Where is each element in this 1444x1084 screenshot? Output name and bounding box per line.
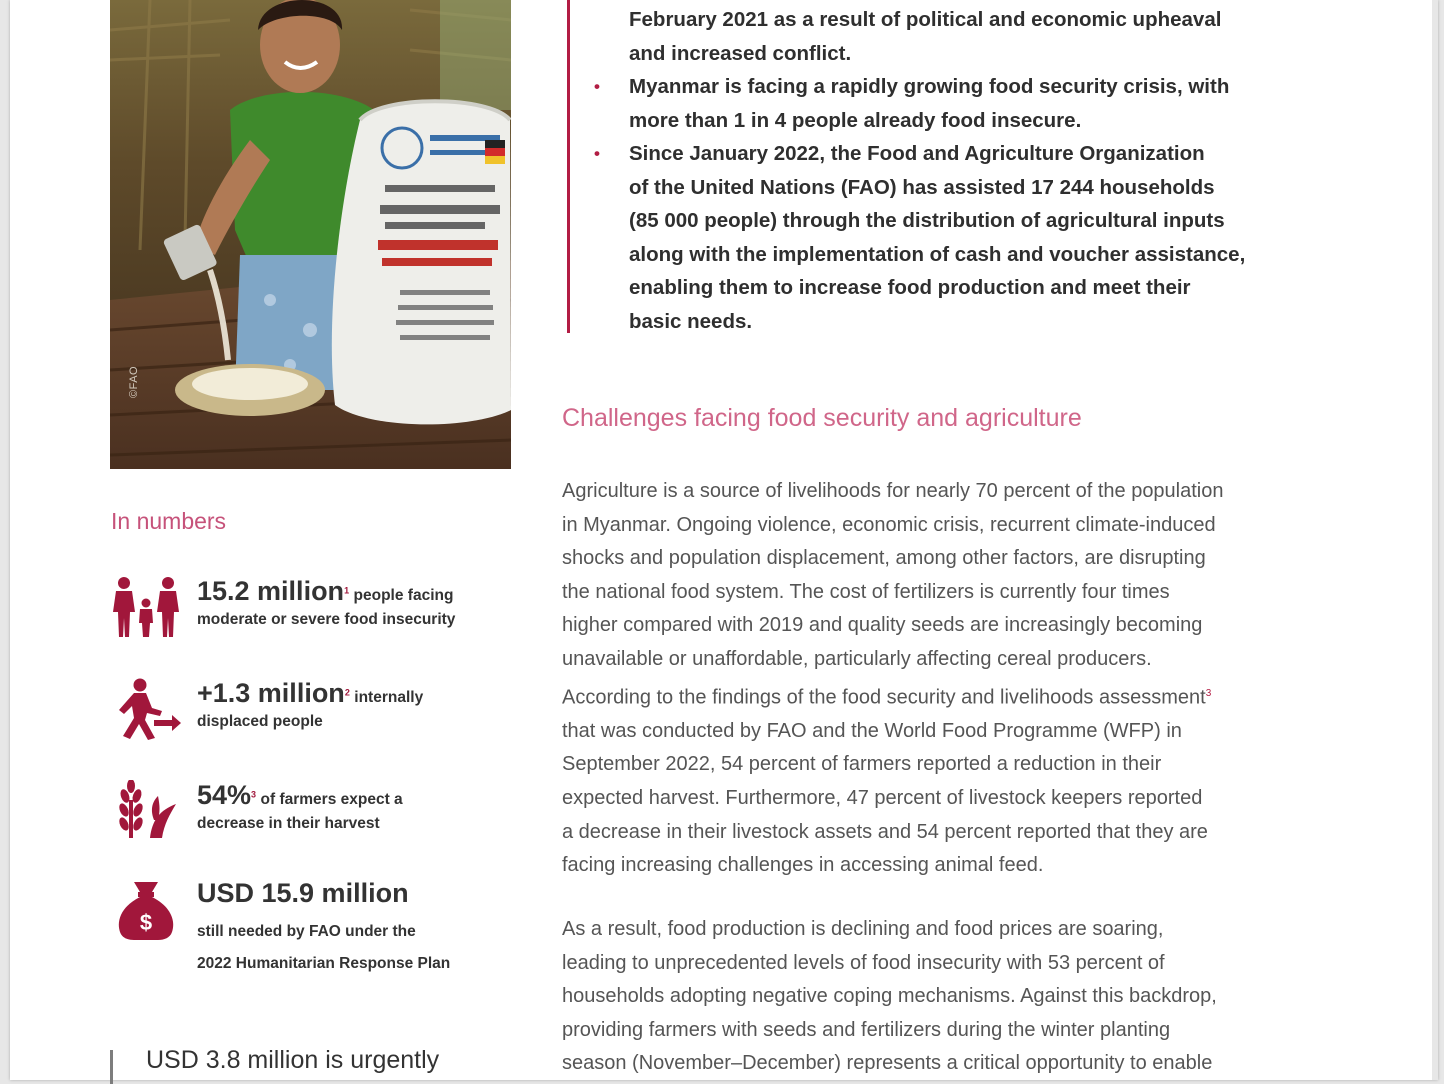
paragraph-line: households adopting negative coping mechanisms. Against this backdrop, xyxy=(562,985,1217,1008)
footnote-marker: 3 xyxy=(1205,687,1212,699)
stat-text xyxy=(197,878,517,981)
stat-label: of farmers expect a xyxy=(260,791,403,808)
key-messages-bar xyxy=(567,0,570,333)
paragraph-line: providing farmers with seeds and fertilizers during the winter planting xyxy=(562,1018,1171,1041)
paragraph-line: unavailable or unaffordable, particularly affecting cereal producers. xyxy=(562,647,1152,670)
key-message-line: and increased conflict. xyxy=(629,41,852,65)
page-edge xyxy=(1432,0,1438,1080)
paragraph-line: in Myanmar. Ongoing violence, economic crisis, recurrent climate-induced xyxy=(562,513,1216,536)
in-numbers-heading: In numbers xyxy=(111,508,227,534)
key-message-line: of the United Nations (FAO) has assisted 17 244 households xyxy=(629,175,1215,199)
stat-funding-needed xyxy=(110,878,510,978)
key-message-line: basic needs. xyxy=(629,309,753,333)
stat-food-insecurity xyxy=(110,576,510,638)
crops-icon xyxy=(110,780,182,842)
paragraph-line: leading to unprecedented levels of food insecurity with 53 percent of xyxy=(562,951,1165,974)
paragraph-line: September 2022, 54 percent of farmers reported a reduction in their xyxy=(562,753,1162,776)
paragraph-line: a decrease in their livestock assets and 54 percent reported that they are xyxy=(562,820,1208,843)
money-bag-icon xyxy=(110,878,182,940)
photo-credit: ©FAO xyxy=(128,365,140,398)
stat-label: people facing xyxy=(353,587,454,604)
challenges-heading: Challenges facing food security and agriculture xyxy=(562,404,1082,432)
paragraph-line: As a result, food production is declining and food prices are soaring, xyxy=(562,918,1164,940)
key-message-line: • Myanmar is facing a rapidly growing food security crisis, with xyxy=(629,75,1230,98)
stat-displaced xyxy=(110,678,510,740)
cover-photo xyxy=(110,0,511,469)
key-message-line: enabling them to increase food production and meet their xyxy=(629,276,1191,299)
key-message xyxy=(594,3,1294,70)
stat-value: USD 15.9 million xyxy=(197,878,409,908)
paragraph-line: shocks and population displacement, among other factors, are disrupting xyxy=(562,547,1206,570)
stat-value: 54% xyxy=(197,780,252,810)
footnote-marker: 2 xyxy=(344,687,350,698)
footnote-marker: 3 xyxy=(251,789,257,800)
stat-value: +1.3 million xyxy=(197,678,345,708)
paragraph-line xyxy=(562,677,1342,715)
paragraph-line: facing increasing challenges in accessing animal feed. xyxy=(562,854,1044,877)
paragraph-line: Agriculture is a source of livelihoods for nearly 70 percent of the population xyxy=(562,480,1224,502)
paragraph-line: season (November–December) represents a critical opportunity to enable xyxy=(562,1052,1213,1075)
svg-text:$: $ xyxy=(139,910,153,935)
footnote-marker: 1 xyxy=(344,585,350,596)
key-messages-list xyxy=(594,3,1294,338)
stat-value: 15.2 million xyxy=(197,576,345,606)
paragraph-line: that was conducted by FAO and the World Food Programme (WFP) in xyxy=(562,719,1182,742)
stat-harvest xyxy=(110,780,510,842)
key-message-line: February 2021 as a result of political and economic upheaval xyxy=(629,8,1222,31)
key-message-line: (85 000 people) through the distribution of agricultural inputs xyxy=(629,209,1225,232)
key-message-line: more than 1 in 4 people already food insecure. xyxy=(629,108,1082,132)
key-message xyxy=(594,137,1294,338)
key-message-line: • Since January 2022, the Food and Agriculture Organization xyxy=(629,142,1205,165)
stat-label: internally xyxy=(354,689,424,706)
stat-text xyxy=(197,678,517,731)
family-icon xyxy=(110,576,182,638)
paragraph-line: higher compared with 2019 and quality seeds are increasingly becoming xyxy=(562,614,1203,637)
stat-text xyxy=(197,576,517,629)
stat-label-line2: still needed by FAO under the xyxy=(197,923,416,940)
urgent-funding-text: USD 3.8 million is urgently xyxy=(146,1046,440,1074)
paragraph-line: the national food system. The cost of fertilizers is currently four times xyxy=(562,580,1170,603)
key-message-line: along with the implementation of cash and voucher assistance, xyxy=(629,242,1246,266)
stat-label-line2: decrease in their harvest xyxy=(197,815,380,832)
stat-label-line2: displaced people xyxy=(197,713,323,730)
document-page xyxy=(10,0,1438,1080)
key-message xyxy=(594,70,1294,137)
stat-label-line2: moderate or severe food insecurity xyxy=(197,611,456,628)
stat-label-line3: 2022 Humanitarian Response Plan xyxy=(197,955,451,972)
callout-bar xyxy=(110,1050,113,1084)
displaced-person-icon xyxy=(110,678,182,740)
paragraph-line: expected harvest. Furthermore, 47 percent of livestock keepers reported xyxy=(562,787,1203,809)
stat-text xyxy=(197,780,517,833)
paragraph-line-text: According to the findings of the food security and livelihoods assessment xyxy=(562,686,1206,709)
challenges-paragraph-1 xyxy=(562,475,1342,883)
challenges-paragraph-2 xyxy=(562,913,1342,1081)
farmer-photo-illustration xyxy=(110,0,511,469)
